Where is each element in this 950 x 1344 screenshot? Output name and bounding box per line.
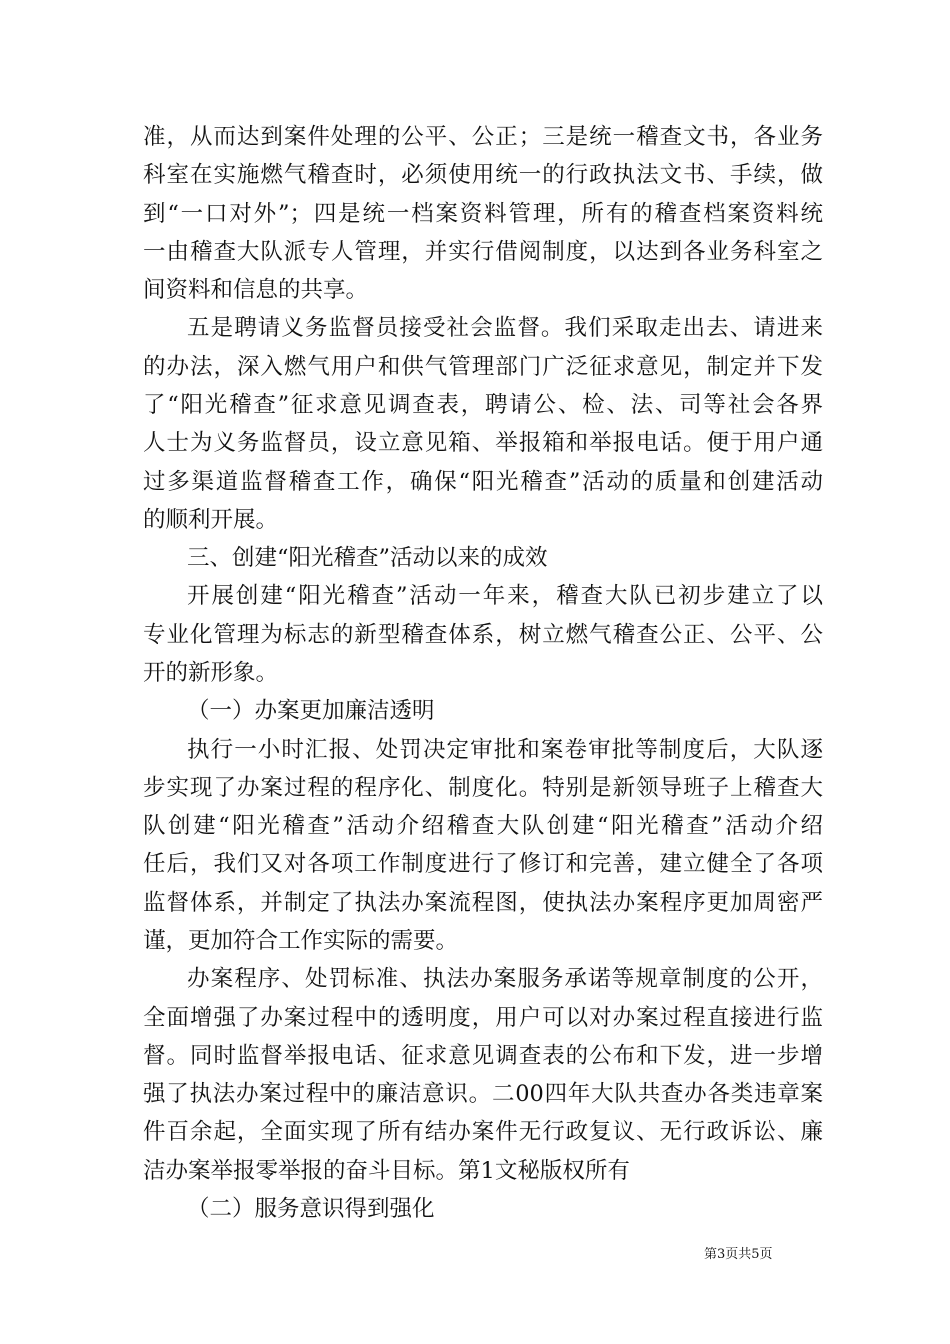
body-text-line: 谨，更加符合工作实际的需要。 [143, 928, 459, 954]
body-text-line: 一由稽查大队派专人管理，并实行借阅制度，以达到各业务科室之 [143, 239, 823, 265]
body-text-line: 开展创建“阳光稽查”活动一年来，稽查大队已初步建立了以 [187, 583, 823, 609]
page-number: 第3页共5页 [704, 1247, 773, 1262]
body-text-line: 了“阳光稽查”征求意见调查表，聘请公、检、法、司等社会各界 [143, 392, 823, 418]
body-text-line: 准，从而达到案件处理的公平、公正；三是统一稽查文书，各业务 [143, 124, 823, 150]
body-text-line: 办案程序、处罚标准、执法办案服务承诺等规章制度的公开， [187, 966, 823, 992]
body-text-line: 监督体系，并制定了执法办案流程图，使执法办案程序更加周密严 [143, 890, 823, 916]
body-text-line: 队创建“阳光稽查”活动介绍稽查大队创建“阳光稽查”活动介绍 [143, 813, 823, 839]
body-text-line: 间资料和信息的共享。 [143, 277, 369, 303]
body-text-line: 步实现了办案过程的程序化、制度化。特别是新领导班子上稽查大 [143, 775, 823, 801]
body-text-line: 的办法，深入燃气用户和供气管理部门广泛征求意见，制定并下发 [143, 354, 823, 380]
body-text-line: 过多渠道监督稽查工作，确保“阳光稽查”活动的质量和创建活动 [143, 469, 823, 495]
body-text-line: 五是聘请义务监督员接受社会监督。我们采取走出去、请进来 [187, 315, 823, 341]
body-text-line: 人士为义务监督员，设立意见箱、举报箱和举报电话。便于用户通 [143, 430, 823, 456]
body-text-line: 洁办案举报零举报的奋斗目标。第1文秘版权所有 [143, 1158, 630, 1184]
body-text-line: 到“一口对外”；四是统一档案资料管理，所有的稽查档案资料统 [143, 201, 823, 227]
subsection-heading: （一）办案更加廉洁透明 [187, 698, 435, 724]
body-text-line: 件百余起，全面实现了所有结办案件无行政复议、无行政诉讼、廉 [143, 1119, 823, 1145]
body-text-line: 科室在实施燃气稽查时，必须使用统一的行政执法文书、手续，做 [143, 162, 823, 188]
body-text-line: 的顺利开展。 [143, 507, 279, 533]
body-text-line: 强了执法办案过程中的廉洁意识。二00四年大队共查办各类违章案 [143, 1081, 823, 1107]
body-text-line: 任后，我们又对各项工作制度进行了修订和完善，建立健全了各项 [143, 851, 823, 877]
body-text-line: 全面增强了办案过程中的透明度，用户可以对办案过程直接进行监 [143, 1005, 823, 1031]
body-text-line: 执行一小时汇报、处罚决定审批和案卷审批等制度后，大队逐 [187, 737, 823, 763]
section-heading: 三、创建“阳光稽查”活动以来的成效 [187, 545, 548, 571]
body-text-line: 专业化管理为标志的新型稽查体系，树立燃气稽查公正、公平、公 [143, 622, 823, 648]
subsection-heading: （二）服务意识得到强化 [187, 1196, 435, 1222]
body-text-line: 督。同时监督举报电话、征求意见调查表的公布和下发，进一步增 [143, 1043, 823, 1069]
body-text-line: 开的新形象。 [143, 660, 279, 686]
